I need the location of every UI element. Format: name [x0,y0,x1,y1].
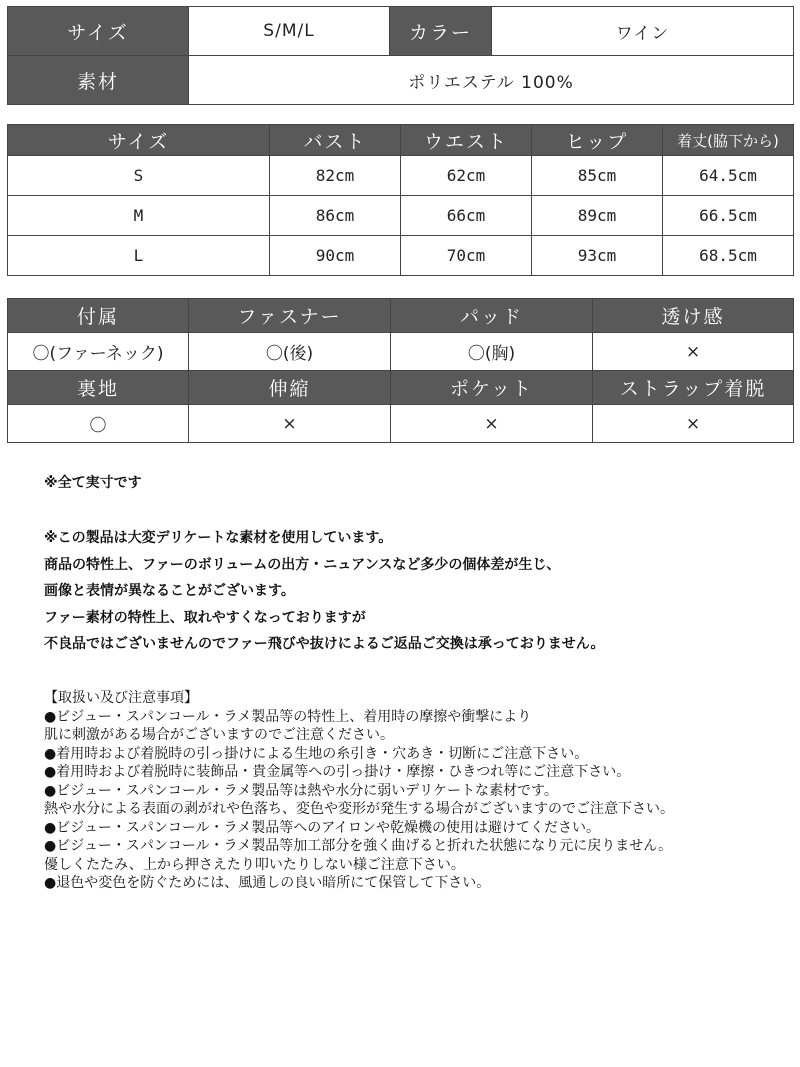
header-hip: ヒップ [532,125,663,156]
row-hip: 89cm [532,196,663,236]
care-line: 肌に刺激がある場合がございますのでご注意ください。 [44,727,394,743]
header-pocket: ポケット [391,371,593,405]
row-bust: 90cm [270,236,401,276]
header-sheerness: 透け感 [593,299,794,333]
care-line: ●着用時および着脱時に装飾品・貴金属等への引っ掛け・摩擦・ひきつれ等にご注意下さい。 [44,764,631,780]
row-length: 68.5cm [663,236,794,276]
row-hip: 85cm [532,156,663,196]
care-line: ●退色や変色を防ぐためには、風通しの良い暗所にて保管して下さい。 [44,875,491,891]
row-waist: 66cm [401,196,532,236]
care-line: ●ビジュー・スパンコール・ラメ製品等へのアイロンや乾燥機の使用は避けてください。 [44,819,600,836]
care-line: 優しくたたみ、上から押さえたり叩いたりしない様ご注意下さい。 [44,856,465,873]
features-value-row [8,405,794,443]
note-line: ※この製品は大変デリケートな素材を使用しています。 [44,530,393,546]
table-row [8,236,794,276]
note-line: 不良品ではございませんのでファー飛びや抜けによるご返品ご交換は承っておりません。 [44,636,605,652]
header-length: 着丈(脇下から) [663,125,794,156]
material-label: 素材 [8,56,189,105]
table-row [8,156,794,196]
color-label: カラー [390,7,492,56]
header-bust: バスト [270,125,401,156]
row-hip: 93cm [532,236,663,276]
color-value: ワイン [492,7,794,56]
row-bust: 82cm [270,156,401,196]
value-pad: 〇(胸) [391,333,593,371]
size-value: S/M/L [189,7,390,56]
measure-note: ※全て実寸です [44,475,142,491]
material-value: ポリエステル 100% [189,56,794,105]
note-line: ファー素材の特性上、取れやすくなっておりますが [44,609,366,626]
value-accessory: 〇(ファーネック) [8,333,189,371]
value-sheerness: × [593,333,794,371]
care-instructions [44,689,784,893]
care-line: ●ビジュー・スパンコール・ラメ製品等は熱や水分に弱いデリケートな素材です。 [44,782,558,799]
care-line: 熱や水分による表面の剥がれや色落ち、変色や変形が発生する場合がございますのでご注意下さい。 [44,801,674,817]
features-value-row [8,333,794,371]
header-waist: ウエスト [401,125,532,156]
row-waist: 62cm [401,156,532,196]
care-line: ●ビジュー・スパンコール・ラメ製品等の特性上、着用時の摩擦や衝撃により [44,708,532,725]
features-table [7,298,794,443]
size-label: サイズ [8,7,189,56]
value-pocket: × [391,405,593,443]
value-lining: 〇 [8,405,189,443]
row-bust: 86cm [270,196,401,236]
care-line: ●ビジュー・スパンコール・ラメ製品等加工部分を強く曲げると折れた状態になり元に戻りません。 [44,838,673,854]
size-table-header [8,125,794,156]
note-line: 画像と表情が異なることがございます。 [44,583,295,599]
note-line: 商品の特性上、ファーのボリュームの出方・ニュアンスなど多少の個体差が生じ、 [44,556,561,573]
row-length: 66.5cm [663,196,794,236]
spec-row-material [8,56,794,105]
value-strap: × [593,405,794,443]
features-header-row [8,371,794,405]
header-zipper: ファスナー [189,299,391,333]
features-header-row [8,299,794,333]
care-heading: 【取扱い及び注意事項】 [44,690,198,706]
row-size: M [8,196,270,236]
header-stretch: 伸縮 [189,371,391,405]
spec-row-size-color [8,7,794,56]
row-size: S [8,156,270,196]
header-pad: パッド [391,299,593,333]
row-length: 64.5cm [663,156,794,196]
care-line: ●着用時および着脱時の引っ掛けによる生地の糸引き・穴あき・切断にご注意下さい。 [44,745,589,762]
header-lining: 裏地 [8,371,189,405]
size-table [7,124,794,276]
table-row [8,196,794,236]
value-stretch: × [189,405,391,443]
value-zipper: 〇(後) [189,333,391,371]
header-accessory: 付属 [8,299,189,333]
delicate-notes [44,525,784,658]
header-strap: ストラップ着脱 [593,371,794,405]
row-size: L [8,236,270,276]
header-size: サイズ [8,125,270,156]
row-waist: 70cm [401,236,532,276]
spec-table [7,6,794,105]
